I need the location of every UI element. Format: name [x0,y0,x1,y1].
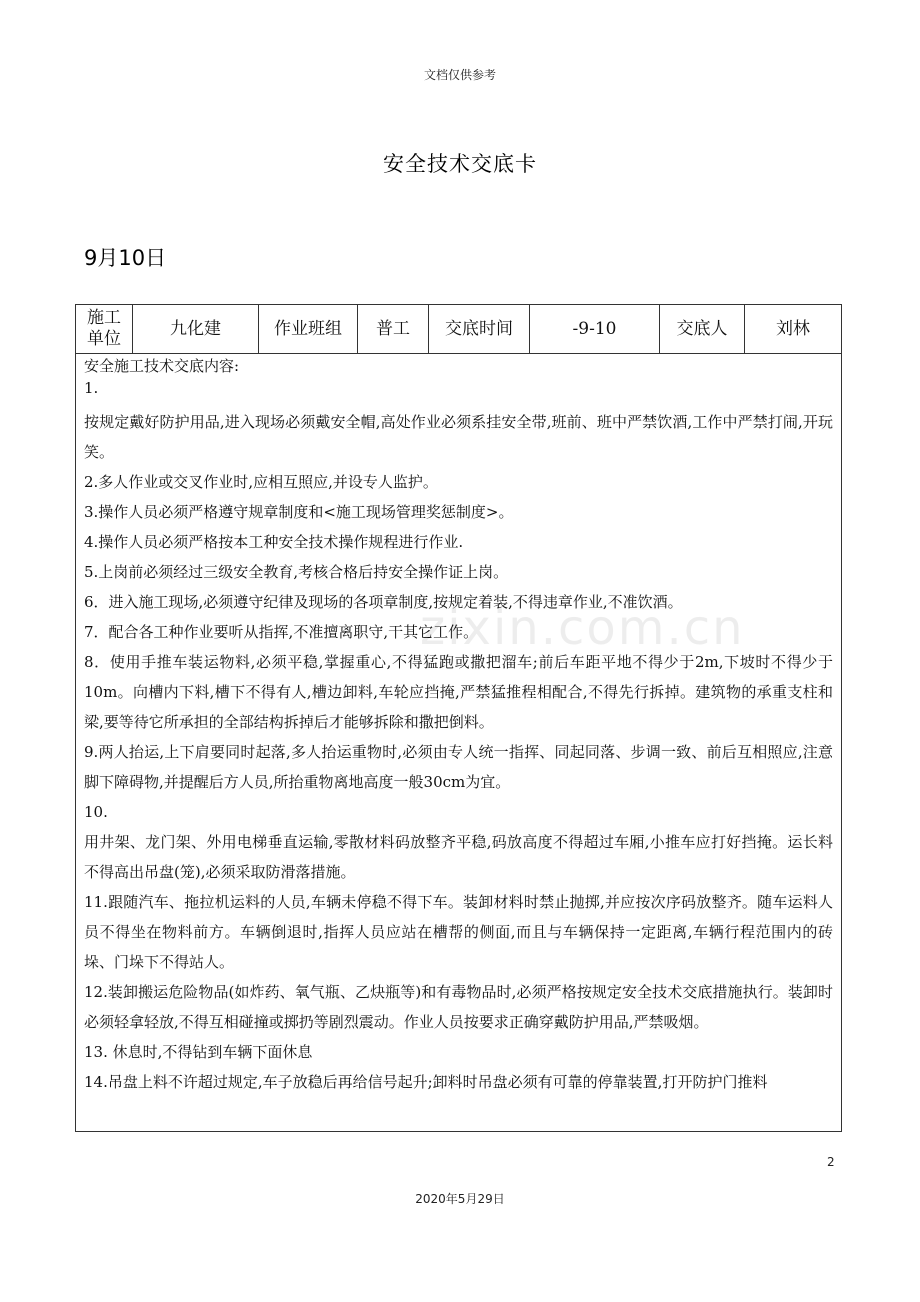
item-8: 8．使用手推车装运物料,必须平稳,掌握重心,不得猛跑或撒把溜车;前后车距平地不得少于2m,下坡时不得少于10m。向槽内下料,槽下不得有人,槽边卸料,车轮应挡掩,严禁猛推程相配合,不得先行拆掉。建筑物的承重支柱和梁,要等待它所承担的全部结构拆掉后才能够拆除和撒把倒料。 [84,653,833,731]
item-3: 3.操作人员必须严格遵守规章制度和<施工现场管理奖惩制度>。 [84,503,514,521]
item-9: 9.两人抬运,上下肩要同时起落,多人抬运重物时,必须由专人统一指挥、同起同落、步调一致、前后互相照应,注意脚下障碍物,并提醒后方人员,所抬重物离地高度一般30cm为宜。 [84,743,833,791]
time-label: 交底时间 [429,305,530,353]
unit-label-cell [76,305,133,353]
watermark: zixin.com.cn [420,600,745,656]
item-12: 12.装卸搬运危险物品(如炸药、氧气瓶、乙炔瓶等)和有毒物品时,必须严格按规定安全技术交底措施执行。装卸时必须轻拿轻放,不得互相碰撞或掷扔等剧烈震动。作业人员按要求正确穿戴防护用品,严禁吸烟。 [84,983,833,1031]
item-13: 13. 休息时,不得钻到车辆下面休息 [84,1043,313,1061]
unit-value: 九化建 [133,305,259,353]
info-row [76,305,841,354]
page-title: 安全技术交底卡 [383,152,537,176]
item-1-number: 1. [84,379,99,397]
person-label: 交底人 [660,305,745,353]
item-6: 6．进入施工现场,必须遵守纪律及现场的各项章制度,按规定着装,不得违章作业,不准饮酒。 [84,593,683,611]
header-note: 文档仅供参考 [423,68,496,82]
item-10-number: 10. [84,803,108,821]
item-2: 2.多人作业或交叉作业时,应相互照应,并设专人监护。 [84,473,438,491]
team-value: 普工 [358,305,429,353]
item-4: 4.操作人员必须严格按本工种安全技术操作规程进行作业. [84,533,464,551]
item-7: 7．配合各工种作业要听从指挥,不准擅离职守,干其它工作。 [84,623,479,641]
date-line: 9月10日 [84,246,167,270]
team-label: 作业班组 [259,305,358,353]
content-area [76,354,841,1097]
safety-disclosure-card [75,304,842,1132]
unit-label: 施工单位 [87,308,121,349]
item-5: 5.上岗前必须经过三级安全教育,考核合格后持安全操作证上岗。 [84,563,509,581]
person-value: 刘林 [776,318,810,339]
footer-date: 2020年5月29日 [415,1192,505,1206]
item-1-text: 按规定戴好防护用品,进入现场必须戴安全帽,高处作业必须系挂安全带,班前、班中严禁饮酒,工作中严禁打闹,开玩笑。 [84,413,833,461]
time-value: -9-10 [530,305,660,353]
item-11: 11.跟随汽车、拖拉机运料的人员,车辆未停稳不得下车。装卸材料时禁止抛掷,并应按次序码放整齐。随车运料人员不得坐在物料前方。车辆倒退时,指挥人员应站在槽帮的侧面,而且与车辆保持一定距离,车辆行程范围内的砖垛、门垛下不得站人。 [84,893,833,971]
content-intro: 安全施工技术交底内容: [84,357,240,375]
item-10-text: 用井架、龙门架、外用电梯垂直运输,零散材料码放整齐平稳,码放高度不得超过车厢,小推车应打好挡掩。运长料不得高出吊盘(笼),必须采取防滑落措施。 [84,833,833,881]
item-14: 14.吊盘上料不许超过规定,车子放稳后再给信号起升;卸料时吊盘必须有可靠的停靠装置,打开防护门推料 [84,1073,768,1091]
page-number: 2 [827,1155,835,1169]
